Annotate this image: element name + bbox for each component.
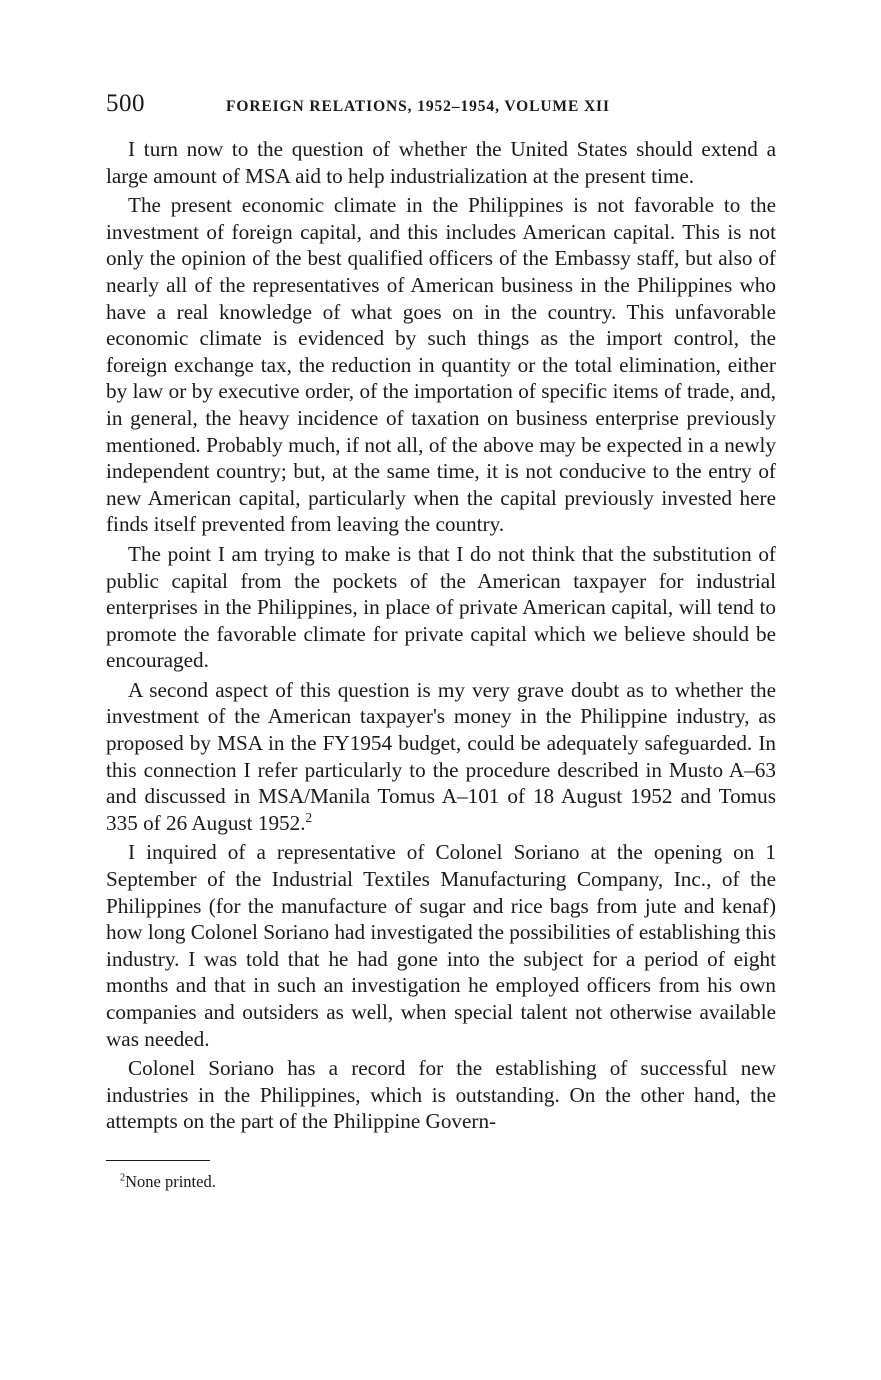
footnote-text: None printed. bbox=[125, 1171, 216, 1191]
page-number: 500 bbox=[106, 90, 145, 117]
document-page bbox=[106, 90, 776, 1192]
running-head bbox=[106, 90, 776, 126]
footnote-reference: 2 bbox=[305, 809, 313, 825]
footnote bbox=[120, 1172, 776, 1192]
paragraph: Colonel Soriano has a record for the establishing of successful new industries in the Philippines, which is outstanding. On the other hand, the attempts on the part of the Philippine Govern- bbox=[106, 1056, 776, 1134]
footnote-rule bbox=[106, 1160, 210, 1161]
running-title: FOREIGN RELATIONS, 1952–1954, VOLUME XII bbox=[226, 98, 610, 115]
body-text bbox=[106, 136, 776, 1135]
paragraph: I turn now to the question of whether the United States should extend a large amount of MSA aid to help industrialization at the present time. bbox=[106, 137, 776, 188]
paragraph: The point I am trying to make is that I do not think that the substitution of public capital from the pockets of the American taxpayer for industrial enterprises in the Philippines, in place of private American capital, will tend to promote the favorable climate for private capital which we believe should be encouraged. bbox=[106, 541, 776, 673]
paragraph bbox=[106, 677, 776, 837]
paragraph: I inquired of a representative of Colonel Soriano at the opening on 1 September of the Industrial Textiles Manufacturing Company, Inc., of the Philippines (for the manufacture of sugar and rice bags from jute and kenaf) how long Colonel Soriano had investigated the possibilities of establishing this industry. I was told that he had gone into the subject for a period of eight months and that in such an investigation he employed officers from his own companies and outsiders as well, when special talent not otherwise available was needed. bbox=[106, 840, 776, 1051]
paragraph: The present economic climate in the Philippines is not favorable to the investment of foreign capital, and this includes American capital. This is not only the opinion of the best qualified officers of the Embassy staff, but also of nearly all of the representatives of American business in the Philippines who have a real knowledge of what goes on in the country. This unfavorable economic climate is evidenced by such things as the import control, the foreign exchange tax, the reduction in quantity or the total elimination, either by law or by executive order, of the importation of specific items of trade, and, in general, the heavy incidence of taxation on business enterprise previously mentioned. Probably much, if not all, of the above may be expected in a newly independent country; but, at the same time, it is not conducive to the entry of new American capital, particularly when the capital previously invested here finds itself prevented from leaving the country. bbox=[106, 193, 776, 537]
footnote-marker: 2 bbox=[120, 1172, 126, 1184]
paragraph-text: A second aspect of this question is my very grave doubt as to whether the investment of the American taxpayer's money in the Philippine industry, as proposed by MSA in the FY1954 budget, could be adequately safeguarded. In this connection I refer particularly to the procedure described in Musto A–63 and discussed in MSA/Manila Tomus A–101 of 18 August 1952 and Tomus 335 of 26 August 1952. bbox=[106, 677, 776, 835]
